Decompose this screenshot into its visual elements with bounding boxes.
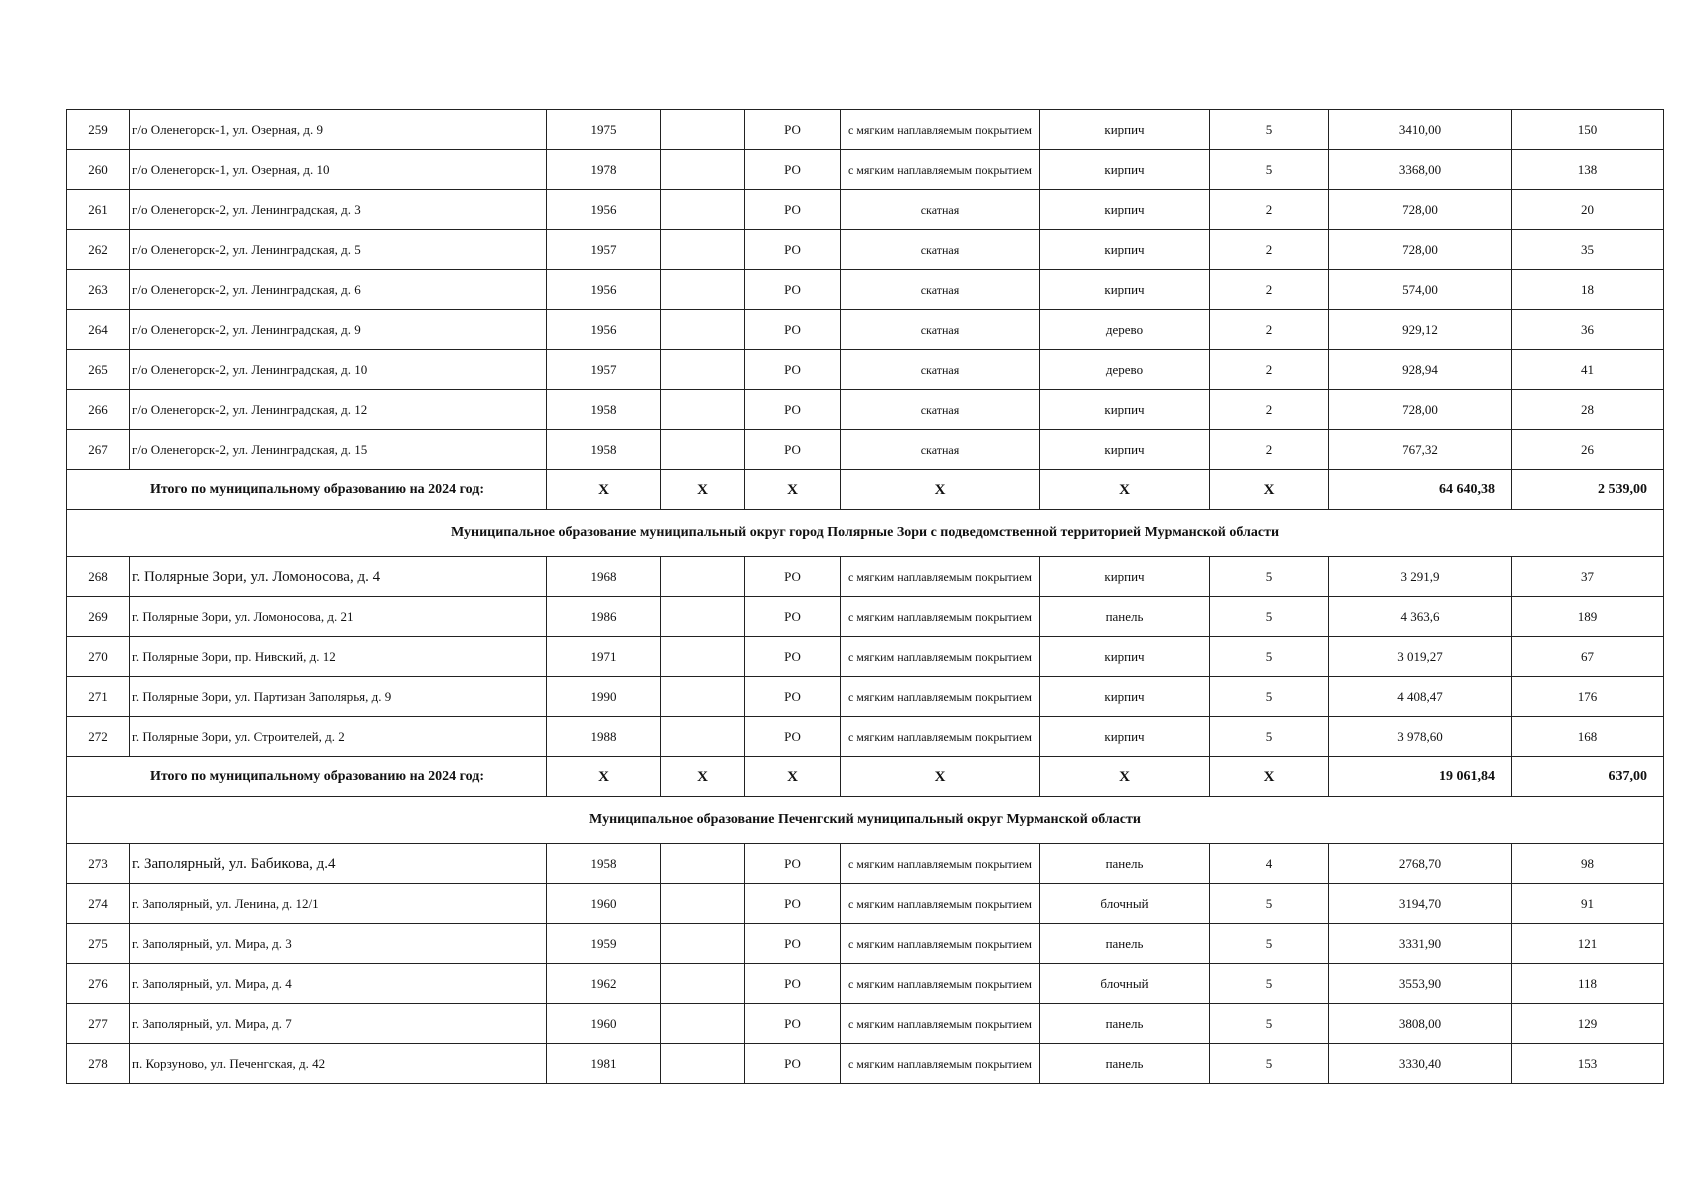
roof-cell: с мягким наплавляемым покрытием: [841, 1004, 1040, 1044]
address-cell: г/о Оленегорск-2, ул. Ленинградская, д. 3: [130, 190, 547, 230]
residents-cell: 189: [1512, 597, 1664, 637]
table-row: [67, 924, 1664, 964]
floors-cell: 5: [1210, 717, 1329, 757]
residents-cell: 36: [1512, 310, 1664, 350]
year-cell: 1958: [547, 844, 661, 884]
table-row: [67, 844, 1664, 884]
area-cell: 3 019,27: [1329, 637, 1512, 677]
table-row: [67, 1044, 1664, 1084]
roof-cell: скатная: [841, 190, 1040, 230]
address-cell: г. Заполярный, ул. Мира, д. 4: [130, 964, 547, 1004]
material-cell: кирпич: [1040, 150, 1210, 190]
row-number: 264: [67, 310, 130, 350]
floors-cell: 2: [1210, 270, 1329, 310]
area-cell: 728,00: [1329, 230, 1512, 270]
type-cell: РО: [745, 557, 841, 597]
type-cell: РО: [745, 1004, 841, 1044]
empty-cell: [661, 557, 745, 597]
type-cell: РО: [745, 150, 841, 190]
table-row: [67, 884, 1664, 924]
type-cell: РО: [745, 430, 841, 470]
year-cell: 1988: [547, 717, 661, 757]
type-cell: РО: [745, 844, 841, 884]
total-x-cell: X: [661, 470, 745, 510]
material-cell: кирпич: [1040, 110, 1210, 150]
material-cell: дерево: [1040, 310, 1210, 350]
year-cell: 1956: [547, 190, 661, 230]
roof-cell: скатная: [841, 350, 1040, 390]
year-cell: 1960: [547, 1004, 661, 1044]
type-cell: РО: [745, 110, 841, 150]
row-number: 275: [67, 924, 130, 964]
row-number: 263: [67, 270, 130, 310]
area-cell: 3194,70: [1329, 884, 1512, 924]
residents-cell: 28: [1512, 390, 1664, 430]
residents-cell: 176: [1512, 677, 1664, 717]
table-row: [67, 964, 1664, 1004]
area-cell: 574,00: [1329, 270, 1512, 310]
type-cell: РО: [745, 884, 841, 924]
material-cell: панель: [1040, 1004, 1210, 1044]
roof-cell: с мягким наплавляемым покрытием: [841, 597, 1040, 637]
total-label: Итого по муниципальному образованию на 2024 год:: [67, 757, 547, 797]
residents-cell: 37: [1512, 557, 1664, 597]
area-cell: 928,94: [1329, 350, 1512, 390]
year-cell: 1981: [547, 1044, 661, 1084]
year-cell: 1959: [547, 924, 661, 964]
empty-cell: [661, 270, 745, 310]
total-x-cell: X: [841, 757, 1040, 797]
address-cell: г. Заполярный, ул. Ленина, д. 12/1: [130, 884, 547, 924]
row-number: 270: [67, 637, 130, 677]
year-cell: 1958: [547, 430, 661, 470]
row-number: 262: [67, 230, 130, 270]
residents-cell: 98: [1512, 844, 1664, 884]
residents-cell: 153: [1512, 1044, 1664, 1084]
residents-cell: 20: [1512, 190, 1664, 230]
type-cell: РО: [745, 350, 841, 390]
total-x-cell: X: [547, 470, 661, 510]
empty-cell: [661, 637, 745, 677]
section-heading-row: [67, 510, 1664, 557]
address-cell: г. Полярные Зори, ул. Ломоносова, д. 21: [130, 597, 547, 637]
section-heading: Муниципальное образование муниципальный округ город Полярные Зори с подведомственной территорией Мурманской области: [67, 510, 1664, 557]
table-row: [67, 557, 1664, 597]
floors-cell: 5: [1210, 1044, 1329, 1084]
material-cell: панель: [1040, 597, 1210, 637]
address-cell: г/о Оленегорск-2, ул. Ленинградская, д. 6: [130, 270, 547, 310]
address-cell: г. Заполярный, ул. Мира, д. 3: [130, 924, 547, 964]
year-cell: 1956: [547, 270, 661, 310]
residents-cell: 91: [1512, 884, 1664, 924]
section-heading: Муниципальное образование Печенгский муниципальный округ Мурманской области: [67, 797, 1664, 844]
address-cell: г/о Оленегорск-1, ул. Озерная, д. 9: [130, 110, 547, 150]
floors-cell: 5: [1210, 150, 1329, 190]
area-cell: 3410,00: [1329, 110, 1512, 150]
empty-cell: [661, 230, 745, 270]
area-cell: 728,00: [1329, 390, 1512, 430]
total-x-cell: X: [547, 757, 661, 797]
address-cell: г/о Оленегорск-2, ул. Ленинградская, д. 15: [130, 430, 547, 470]
row-number: 271: [67, 677, 130, 717]
table-row: [67, 150, 1664, 190]
address-cell: г. Заполярный, ул. Мира, д. 7: [130, 1004, 547, 1044]
address-cell: г. Полярные Зори, ул. Ломоносова, д. 4: [130, 557, 547, 597]
address-cell: г/о Оленегорск-2, ул. Ленинградская, д. 9: [130, 310, 547, 350]
table-row: [67, 230, 1664, 270]
area-cell: 3808,00: [1329, 1004, 1512, 1044]
roof-cell: скатная: [841, 390, 1040, 430]
residents-cell: 150: [1512, 110, 1664, 150]
table-row: [67, 190, 1664, 230]
material-cell: кирпич: [1040, 270, 1210, 310]
floors-cell: 2: [1210, 390, 1329, 430]
material-cell: кирпич: [1040, 430, 1210, 470]
row-number: 269: [67, 597, 130, 637]
floors-cell: 2: [1210, 230, 1329, 270]
residents-cell: 35: [1512, 230, 1664, 270]
total-area: 19 061,84: [1329, 757, 1512, 797]
roof-cell: с мягким наплавляемым покрытием: [841, 884, 1040, 924]
residents-cell: 129: [1512, 1004, 1664, 1044]
area-cell: 3330,40: [1329, 1044, 1512, 1084]
residents-cell: 168: [1512, 717, 1664, 757]
roof-cell: скатная: [841, 310, 1040, 350]
type-cell: РО: [745, 270, 841, 310]
area-cell: 2768,70: [1329, 844, 1512, 884]
area-cell: 3553,90: [1329, 964, 1512, 1004]
empty-cell: [661, 677, 745, 717]
empty-cell: [661, 844, 745, 884]
area-cell: 3 291,9: [1329, 557, 1512, 597]
area-cell: 3368,00: [1329, 150, 1512, 190]
table-row: [67, 350, 1664, 390]
floors-cell: 5: [1210, 637, 1329, 677]
empty-cell: [661, 717, 745, 757]
material-cell: блочный: [1040, 964, 1210, 1004]
row-number: 266: [67, 390, 130, 430]
table-row: [67, 597, 1664, 637]
material-cell: панель: [1040, 924, 1210, 964]
material-cell: кирпич: [1040, 637, 1210, 677]
residents-cell: 67: [1512, 637, 1664, 677]
year-cell: 1975: [547, 110, 661, 150]
type-cell: РО: [745, 924, 841, 964]
area-cell: 929,12: [1329, 310, 1512, 350]
area-cell: 4 363,6: [1329, 597, 1512, 637]
floors-cell: 5: [1210, 110, 1329, 150]
table-body: [67, 110, 1664, 1084]
floors-cell: 4: [1210, 844, 1329, 884]
roof-cell: скатная: [841, 430, 1040, 470]
roof-cell: с мягким наплавляемым покрытием: [841, 557, 1040, 597]
material-cell: кирпич: [1040, 677, 1210, 717]
total-row: [67, 757, 1664, 797]
table-row: [67, 430, 1664, 470]
floors-cell: 5: [1210, 964, 1329, 1004]
type-cell: РО: [745, 190, 841, 230]
empty-cell: [661, 430, 745, 470]
empty-cell: [661, 190, 745, 230]
type-cell: РО: [745, 717, 841, 757]
table-row: [67, 717, 1664, 757]
material-cell: кирпич: [1040, 557, 1210, 597]
material-cell: панель: [1040, 844, 1210, 884]
floors-cell: 2: [1210, 350, 1329, 390]
floors-cell: 2: [1210, 310, 1329, 350]
type-cell: РО: [745, 310, 841, 350]
residents-cell: 118: [1512, 964, 1664, 1004]
row-number: 272: [67, 717, 130, 757]
type-cell: РО: [745, 637, 841, 677]
floors-cell: 2: [1210, 430, 1329, 470]
address-cell: г. Заполярный, ул. Бабикова, д.4: [130, 844, 547, 884]
year-cell: 1962: [547, 964, 661, 1004]
row-number: 276: [67, 964, 130, 1004]
year-cell: 1957: [547, 350, 661, 390]
empty-cell: [661, 1004, 745, 1044]
year-cell: 1960: [547, 884, 661, 924]
empty-cell: [661, 310, 745, 350]
address-cell: г/о Оленегорск-2, ул. Ленинградская, д. 5: [130, 230, 547, 270]
residents-cell: 41: [1512, 350, 1664, 390]
total-x-cell: X: [1210, 470, 1329, 510]
year-cell: 1978: [547, 150, 661, 190]
year-cell: 1986: [547, 597, 661, 637]
roof-cell: скатная: [841, 230, 1040, 270]
total-x-cell: X: [745, 470, 841, 510]
empty-cell: [661, 350, 745, 390]
empty-cell: [661, 597, 745, 637]
type-cell: РО: [745, 964, 841, 1004]
floors-cell: 5: [1210, 1004, 1329, 1044]
floors-cell: 5: [1210, 924, 1329, 964]
total-x-cell: X: [745, 757, 841, 797]
material-cell: кирпич: [1040, 190, 1210, 230]
year-cell: 1968: [547, 557, 661, 597]
row-number: 277: [67, 1004, 130, 1044]
roof-cell: с мягким наплавляемым покрытием: [841, 110, 1040, 150]
table-row: [67, 1004, 1664, 1044]
row-number: 259: [67, 110, 130, 150]
floors-cell: 2: [1210, 190, 1329, 230]
material-cell: кирпич: [1040, 230, 1210, 270]
material-cell: блочный: [1040, 884, 1210, 924]
type-cell: РО: [745, 390, 841, 430]
roof-cell: с мягким наплавляемым покрытием: [841, 717, 1040, 757]
total-residents: 637,00: [1512, 757, 1664, 797]
material-cell: кирпич: [1040, 390, 1210, 430]
total-x-cell: X: [1040, 757, 1210, 797]
table-row: [67, 637, 1664, 677]
floors-cell: 5: [1210, 884, 1329, 924]
table-row: [67, 310, 1664, 350]
section-heading-row: [67, 797, 1664, 844]
floors-cell: 5: [1210, 557, 1329, 597]
address-cell: г/о Оленегорск-1, ул. Озерная, д. 10: [130, 150, 547, 190]
total-residents: 2 539,00: [1512, 470, 1664, 510]
material-cell: панель: [1040, 1044, 1210, 1084]
area-cell: 767,32: [1329, 430, 1512, 470]
roof-cell: с мягким наплавляемым покрытием: [841, 677, 1040, 717]
empty-cell: [661, 390, 745, 430]
residents-cell: 26: [1512, 430, 1664, 470]
empty-cell: [661, 924, 745, 964]
total-x-cell: X: [661, 757, 745, 797]
floors-cell: 5: [1210, 597, 1329, 637]
total-x-cell: X: [841, 470, 1040, 510]
roof-cell: скатная: [841, 270, 1040, 310]
roof-cell: с мягким наплавляемым покрытием: [841, 844, 1040, 884]
type-cell: РО: [745, 597, 841, 637]
row-number: 261: [67, 190, 130, 230]
area-cell: 4 408,47: [1329, 677, 1512, 717]
empty-cell: [661, 964, 745, 1004]
empty-cell: [661, 150, 745, 190]
address-cell: п. Корзуново, ул. Печенгская, д. 42: [130, 1044, 547, 1084]
residents-cell: 138: [1512, 150, 1664, 190]
floors-cell: 5: [1210, 677, 1329, 717]
area-cell: 3331,90: [1329, 924, 1512, 964]
table-row: [67, 110, 1664, 150]
year-cell: 1957: [547, 230, 661, 270]
residents-cell: 18: [1512, 270, 1664, 310]
total-x-cell: X: [1040, 470, 1210, 510]
type-cell: РО: [745, 1044, 841, 1084]
table-row: [67, 677, 1664, 717]
residents-cell: 121: [1512, 924, 1664, 964]
row-number: 265: [67, 350, 130, 390]
year-cell: 1971: [547, 637, 661, 677]
total-label: Итого по муниципальному образованию на 2024 год:: [67, 470, 547, 510]
empty-cell: [661, 110, 745, 150]
area-cell: 728,00: [1329, 190, 1512, 230]
row-number: 260: [67, 150, 130, 190]
row-number: 273: [67, 844, 130, 884]
roof-cell: с мягким наплавляемым покрытием: [841, 964, 1040, 1004]
empty-cell: [661, 1044, 745, 1084]
roof-cell: с мягким наплавляемым покрытием: [841, 637, 1040, 677]
row-number: 278: [67, 1044, 130, 1084]
total-area: 64 640,38: [1329, 470, 1512, 510]
address-cell: г/о Оленегорск-2, ул. Ленинградская, д. 12: [130, 390, 547, 430]
table-row: [67, 390, 1664, 430]
empty-cell: [661, 884, 745, 924]
total-x-cell: X: [1210, 757, 1329, 797]
row-number: 268: [67, 557, 130, 597]
table-row: [67, 270, 1664, 310]
address-cell: г. Полярные Зори, пр. Нивский, д. 12: [130, 637, 547, 677]
housing-registry-table: [66, 109, 1664, 1084]
roof-cell: с мягким наплавляемым покрытием: [841, 924, 1040, 964]
material-cell: кирпич: [1040, 717, 1210, 757]
year-cell: 1990: [547, 677, 661, 717]
year-cell: 1958: [547, 390, 661, 430]
row-number: 267: [67, 430, 130, 470]
total-row: [67, 470, 1664, 510]
address-cell: г. Полярные Зори, ул. Строителей, д. 2: [130, 717, 547, 757]
address-cell: г. Полярные Зори, ул. Партизан Заполярья, д. 9: [130, 677, 547, 717]
roof-cell: с мягким наплавляемым покрытием: [841, 150, 1040, 190]
address-cell: г/о Оленегорск-2, ул. Ленинградская, д. 10: [130, 350, 547, 390]
year-cell: 1956: [547, 310, 661, 350]
row-number: 274: [67, 884, 130, 924]
type-cell: РО: [745, 230, 841, 270]
material-cell: дерево: [1040, 350, 1210, 390]
area-cell: 3 978,60: [1329, 717, 1512, 757]
roof-cell: с мягким наплавляемым покрытием: [841, 1044, 1040, 1084]
type-cell: РО: [745, 677, 841, 717]
